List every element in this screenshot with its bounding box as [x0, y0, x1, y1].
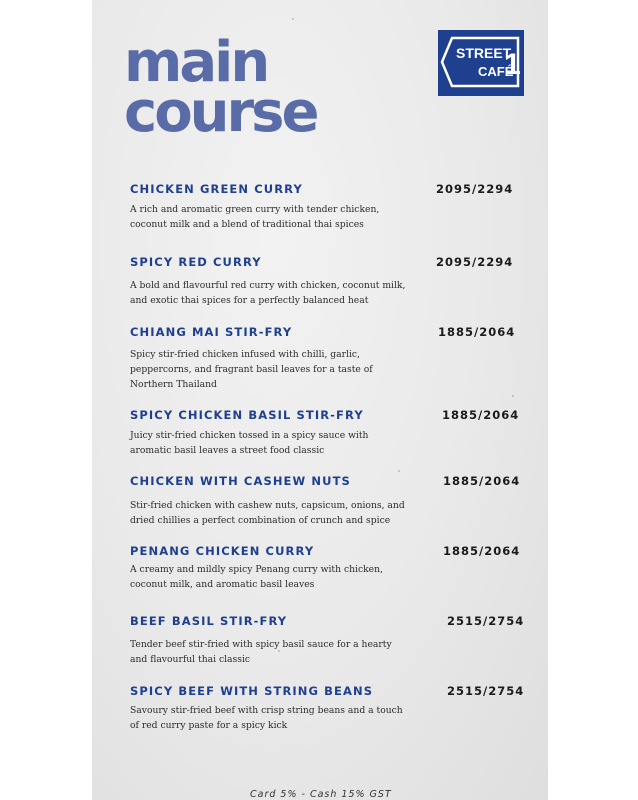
menu-item-description: A rich and aromatic green curry with tender chicken, coconut milk and a blend of traditional thai spices	[130, 204, 380, 230]
menu-item-price: 1885/2064	[438, 325, 516, 339]
title-line-2: course	[124, 80, 317, 145]
menu-item-description: Juicy stir-fried chicken tossed in a spicy sauce with aromatic basil leaves a street food classic	[130, 430, 369, 456]
menu-item-name: SPICY CHICKEN BASIL STIR-FRY	[130, 408, 364, 422]
menu-item-name: SPICY BEEF WITH STRING BEANS	[130, 684, 374, 698]
menu-item-name: CHICKEN WITH CASHEW NUTS	[130, 474, 351, 488]
menu-item-price: 2515/2754	[447, 684, 525, 698]
menu-item-name: PENANG CHICKEN CURRY	[130, 544, 315, 558]
logo-graphic	[438, 30, 524, 96]
menu-item-description: Spicy stir-fried chicken infused with chilli, garlic, peppercorns, and fragrant basil leaves for a taste of Northern Thailand	[130, 349, 373, 390]
menu-item-description: A bold and flavourful red curry with chicken, coconut milk, and exotic thai spices for a perfectly balanced heat	[130, 280, 406, 306]
paper-speck	[512, 395, 514, 397]
payment-surcharge-note: Card 5% - Cash 15% GST	[250, 789, 392, 800]
menu-item-description: Tender beef stir-fried with spicy basil sauce for a hearty and flavourful thai classic	[130, 639, 392, 665]
logo-number: 1	[504, 48, 521, 81]
page-title	[124, 30, 317, 145]
menu-item-price: 1885/2064	[443, 474, 521, 488]
menu-item-name: CHICKEN GREEN CURRY	[130, 182, 303, 196]
paper-speck	[398, 470, 400, 472]
menu-item-description: Savoury stir-fried beef with crisp string beans and a touch of red curry paste for a spicy kick	[130, 705, 403, 731]
menu-item-price: 2095/2294	[436, 255, 514, 269]
menu-item-name: SPICY RED CURRY	[130, 255, 262, 269]
menu-item-price: 2515/2754	[447, 614, 525, 628]
menu-item-name: BEEF BASIL STIR-FRY	[130, 614, 288, 628]
menu-item-description: Stir-fried chicken with cashew nuts, capsicum, onions, and dried chillies a perfect combination of crunch and spice	[130, 500, 405, 526]
menu-item-description: A creamy and mildly spicy Penang curry with chicken, coconut milk, and aromatic basil leaves	[130, 564, 383, 590]
menu-item-price: 1885/2064	[443, 544, 521, 558]
menu-item-price: 1885/2064	[442, 408, 520, 422]
title-line-1: main	[124, 30, 268, 95]
street-cafe-logo	[438, 30, 524, 96]
menu-item-price: 2095/2294	[436, 182, 514, 196]
logo-text-cafe: CAFÉ	[478, 64, 514, 79]
logo-text-street: STREET	[456, 45, 512, 61]
menu-item-name: CHIANG MAI STIR-FRY	[130, 325, 293, 339]
paper-speck	[292, 18, 294, 20]
